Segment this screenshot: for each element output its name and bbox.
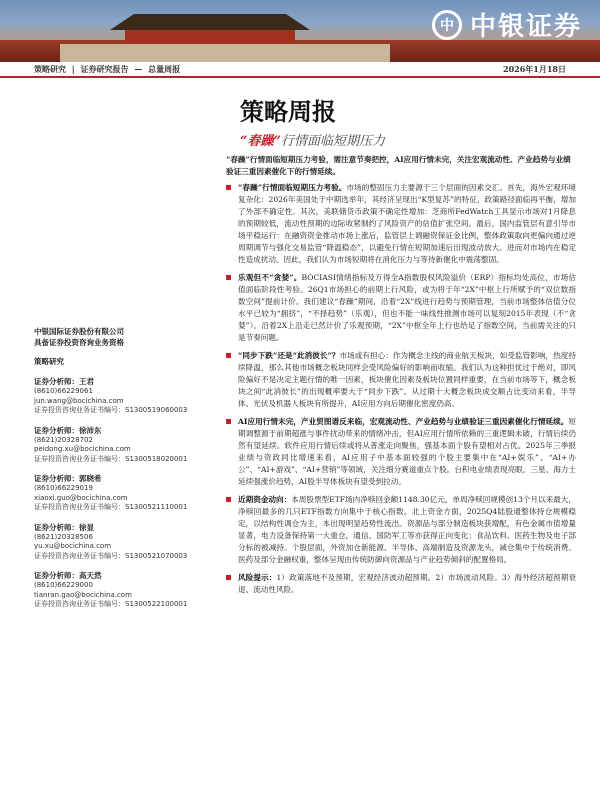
key-point-paragraph [238, 416, 576, 488]
logo-mark-icon: 中 [432, 10, 462, 40]
bullet-square-icon [226, 185, 231, 190]
crumb-item: 总量周报 [148, 63, 181, 74]
breadcrumb [34, 64, 183, 75]
analyst-name: 证券分析师：王君 [34, 377, 94, 386]
key-point-heading: “同步下跌”还是“此消彼长”？ [238, 351, 340, 360]
report-subtitle [240, 130, 385, 149]
section-label: 策略研究 [34, 357, 64, 366]
analyst-phone: (8621)20328702 [34, 435, 93, 444]
analyst-name: 证券分析师：徐显 [34, 522, 94, 532]
subtitle-highlight: “春躁” [240, 134, 281, 149]
analyst-name: 证券分析师：徐沛东 [34, 425, 102, 435]
bullet-square-icon [226, 419, 231, 424]
header-banner [0, 0, 600, 62]
analyst-card [34, 473, 209, 513]
risk-text: 1）政策落地不及预期，宏观经济波动超预期。2）市场波动风险。3）海外经济超预期衰退、流动性风险。 [238, 573, 577, 594]
company-qualification: 具备证券投资咨询业务资格 [34, 338, 124, 347]
analyst-phone: (8610)66229019 [34, 484, 93, 492]
logo-text: 中银证券 [469, 12, 582, 42]
analyst-phone: (8610)66229000 [34, 581, 93, 589]
bullet-square-icon [226, 275, 231, 280]
key-point-paragraph [238, 350, 576, 410]
report-date: 2026年1月18日 [503, 63, 566, 74]
analyst-card [34, 376, 209, 416]
report-subheader [0, 62, 600, 78]
risk-heading: 风险提示： [238, 573, 277, 582]
company-name: 中银国际证券股份有限公司 [34, 327, 124, 336]
analyst-license: 证券投资咨询业务证书编号：S1300521110001 [34, 503, 188, 511]
key-point-heading: AI应用行情未完，产业贸图谱反来临，宏观流动性、产业趋势与业绩验证三重因素催化行情延续。 [238, 417, 569, 426]
report-title: 策略周报 [240, 97, 336, 126]
key-point-text: 短期调整源于前期超涨与事件扰动带来的情绪冲击，但AI应用行情所依赖的三重逻辑未破，行情后续仍然有望延续。软件应用行情后续或将从普涨走向聚焦，强基本面个股有望相对占优。2025年三季报业绩与资政同比增速来看，AI应用子中基本面较强的个股主要集中在“AI+娱乐”、“AI+办公”、“AI+游戏”、“AI+营销”等领域，关注细分赛道重点个股。台积电业绩表现亮眼，三星、海力士延续强涨价趋势，AI股半导体板块有望受到拉动。 [238, 417, 576, 486]
analyst-email[interactable]: tianran.gao@bocichina.com [34, 590, 132, 599]
brand-logo [432, 6, 582, 43]
palace-roof-image [110, 14, 310, 30]
analyst-license: 证券投资咨询业务证书编号：S1300519060003 [34, 406, 188, 414]
key-point [226, 182, 576, 266]
analyst-card [34, 425, 209, 465]
key-point-text: 本周股票型ETF场内净赎回金额1148.30亿元，单周净赎回规模创13个月以来最大，净赎回最多的几只ETF指数方向集中于核心指数。北上资金方面，2025Q4陆股通整体持仓规模稳定，以结构性调仓为主，本出现明显趋势性流出。资源品与部分制造板块获增配，有色金属市值增量显著，电力设备保持第一大重仓，通信、国防军工等亦获得正向变化；食品饮料、医药生物及电子部分标的被减持。个股层面，外资加仓新能源、半导体、高端制造及资源龙头，减仓集中于传统消费、医药及部分金融权重，整体呈现由传统防御向资源品与产业趋势倾斜的配置格局。 [238, 495, 576, 564]
key-point [226, 350, 576, 410]
analyst-email[interactable]: xiaoxi.guo@bocichina.com [34, 493, 128, 502]
crumb-sep: — [134, 63, 143, 74]
bullet-square-icon [226, 353, 231, 358]
key-point-text: 市场或有担心：作为概念主线的商业航天板块，如受监管影响，热度持续降温，那么其他市场概念板块同样会受风险偏好的影响而收缩。我们认为这种担忧过于绝对，即风险偏好不是决定主题行情的唯一因素，板块催化因素及板块位置同样重要，在当前市场等下，概念板块之间“此消彼长”的出现概率要大于“同步下跌”。从过期十大概念板块成交额占比变动来看，半导体、光伏及机器人板块有所提升，AI应用方向后期催化密度仍高。 [238, 351, 576, 408]
analyst-card [34, 570, 209, 610]
key-point-text: BOCIASI情绪指标及万得全A指数股权风险溢价（ERP）指标均处高位，市场估值面临阶段性考验。26Q1市场担心的前期上行风险，或为将于年“2X”中枢上行所赋予的“双位数指数空间”提前计价。我们建议“春躁”期间，沿着“2X”线进行趋势与预期管理，当前市场整体估值分位水平已较为“拥挤”，“不择趋势”（乐观），但也不能一味线性推测市场可以复刻2015年表现（不“贪婪”）。沿着2X上沿走已然计价了乐观预期，“2X”中枢全年上行也给足了指数空间，当前需关注的只是节奏问题。 [238, 273, 576, 342]
crumb-item: 策略研究 [34, 63, 66, 74]
crumb-sep: | [71, 63, 75, 74]
lead-summary: “春躁”行情面临短期压力考验，需注意节奏把控，AI应用行情未完，关注宏观流动性、产业趋势与业绩验证三重因素催化下的行情延续。 [226, 155, 571, 176]
crumb-item: 证券研究报告 [80, 63, 129, 74]
analyst-phone: (8610)66229061 [34, 387, 93, 395]
key-point-paragraph [238, 182, 576, 266]
analyst-email[interactable]: peidong.xu@bocichina.com [34, 445, 131, 453]
subtitle-text: 行情面临短期压力 [280, 134, 385, 149]
key-point-paragraph [238, 494, 576, 566]
key-point-paragraph [238, 272, 576, 344]
analyst-email[interactable]: jun.wang@bocichina.com [34, 396, 124, 405]
key-point-heading: “春躁”行情面临短期压力考验。 [238, 183, 347, 192]
analyst-license: 证券投资咨询业务证书编号：S1300518020001 [34, 454, 188, 463]
risk-warning [226, 572, 576, 596]
author-column [34, 326, 209, 610]
report-body [226, 182, 576, 602]
palace-base-image [60, 44, 390, 62]
key-point [226, 494, 576, 566]
analyst-license: 证券投资咨询业务证书编号：S1300521070003 [34, 551, 188, 560]
analyst-phone: (8621)20328506 [34, 532, 93, 541]
analyst-name: 证券分析师：高天然 [34, 571, 102, 580]
risk-paragraph [238, 572, 576, 596]
key-point-text: 市场的整固压力主要源于三个层面的因素交汇。首先，海外宏观环境复杂化：2026年美国处于中期选举年，其经济呈现出“K型复苏”的特征，政策路径面临再平衡，增加了外部不确定性。其次，美联储货币政策不确定性增加：芝商所FedWatch工具显示市场对1月降息的预期较低，流动性预期的边际收紧制约了风险资产的估值扩张空间。最后，国内监管层有意引导市场平稳运行：在融资资金推动市场上涨后，监管层上调融资保证金比例，整体政策取向更偏向通过逆周期调节与强化交易监管“降温稳态”，以避免行情在短期加速后出现波动放大、进而对市场内在稳定性造成扰动。因此，我们认为市场短期将在消化压力与等待新催化中震荡整固。 [238, 183, 577, 264]
analyst-card [34, 522, 209, 562]
analyst-license: 证券投资咨询业务证书编号：S1300522100001 [34, 600, 188, 608]
analyst-email[interactable]: yu.xu@bocichina.com [34, 542, 112, 550]
key-point-heading: 乐观但不“贪婪”。 [238, 273, 302, 282]
key-point [226, 272, 576, 344]
bullet-square-icon [226, 497, 231, 502]
key-point [226, 416, 576, 488]
bullet-square-icon [226, 575, 231, 580]
analyst-name: 证券分析师：郭晓希 [34, 474, 102, 483]
key-point-heading: 近期资金动向： [238, 495, 292, 504]
palace-body-image [125, 30, 295, 44]
